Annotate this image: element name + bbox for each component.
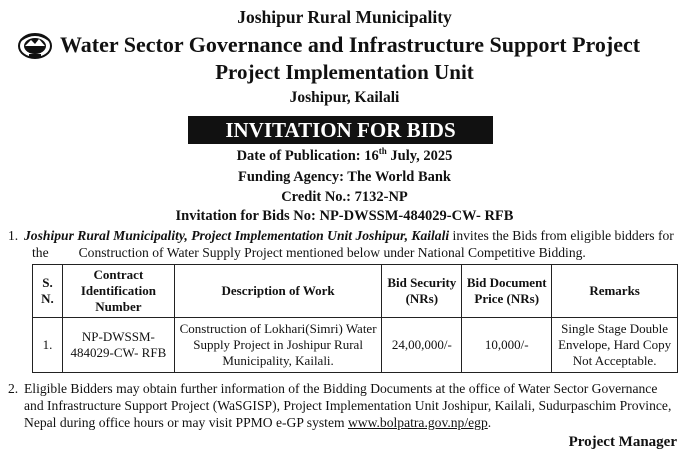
para1-line1: Joshipur Rural Municipality, Project Implementation Unit Joshipur, Kailali invites the Bids from eligible bidders for <box>24 228 674 243</box>
credit-number: Credit No.: 7132-NP <box>281 189 408 205</box>
header-doc-price: Bid Document Price (NRs) <box>462 265 552 318</box>
para2-number: 2. <box>8 381 19 396</box>
signature-title: Project Manager <box>568 434 677 450</box>
para2-text: Eligible Bidders may obtain further information of the Bidding Documents at the office of Water Sector Governance and Infrastructure Support Project (WaSGISP), Project Implementation Unit Joshipur, Kailali, Sudurpaschim Province, Nepal during office hours or may visit PPMO e-GP system www.bolpatra.gov.np/egp. <box>24 381 672 430</box>
paragraph-2 <box>8 380 680 431</box>
para1-number: 1. <box>8 228 19 243</box>
table-header-row <box>33 265 678 318</box>
header-remarks: Remarks <box>552 265 678 318</box>
project-title: Water Sector Governance and Infrastructure Support Project <box>60 32 641 57</box>
cell-remarks: Single Stage Double Envelope, Hard Copy Not Acceptable. <box>552 318 678 373</box>
unit-title: Project Implementation Unit <box>215 60 474 84</box>
header-contract-id: Contract Identification Number <box>62 265 174 318</box>
egp-link[interactable]: www.bolpatra.gov.np/egp <box>347 415 488 430</box>
header-bid-security: Bid Security (NRs) <box>382 265 462 318</box>
cell-contract-id: NP-DWSSM-484029-CW- RFB <box>62 318 174 373</box>
location-title: Joshipur, Kailali <box>289 89 400 106</box>
municipality-title: Joshipur Rural Municipality <box>237 7 452 27</box>
contracts-table <box>32 264 678 373</box>
header-description: Description of Work <box>174 265 382 318</box>
cell-doc-price: 10,000/- <box>462 318 552 373</box>
table-row <box>33 318 678 373</box>
header-sn: S. N. <box>33 265 63 318</box>
nepal-emblem-icon <box>17 30 53 60</box>
cell-sn: 1. <box>33 318 63 373</box>
publication-date: Date of Publication: 16th July, 2025 <box>236 146 453 164</box>
ifb-banner: INVITATION FOR BIDS <box>188 116 493 144</box>
ifb-number: Invitation for Bids No: NP-DWSSM-484029-CW- RFB <box>175 208 514 224</box>
para1-line2: the Construction of Water Supply Project mentioned below under National Competitive Bidding. <box>32 245 586 260</box>
paragraph-1 <box>8 227 684 260</box>
cell-bid-security: 24,00,000/- <box>382 318 462 373</box>
funding-agency: Funding Agency: The World Bank <box>237 169 451 185</box>
cell-description: Construction of Lokhari(Simri) Water Supply Project in Joshipur Rural Municipality, Kailali. <box>174 318 382 373</box>
